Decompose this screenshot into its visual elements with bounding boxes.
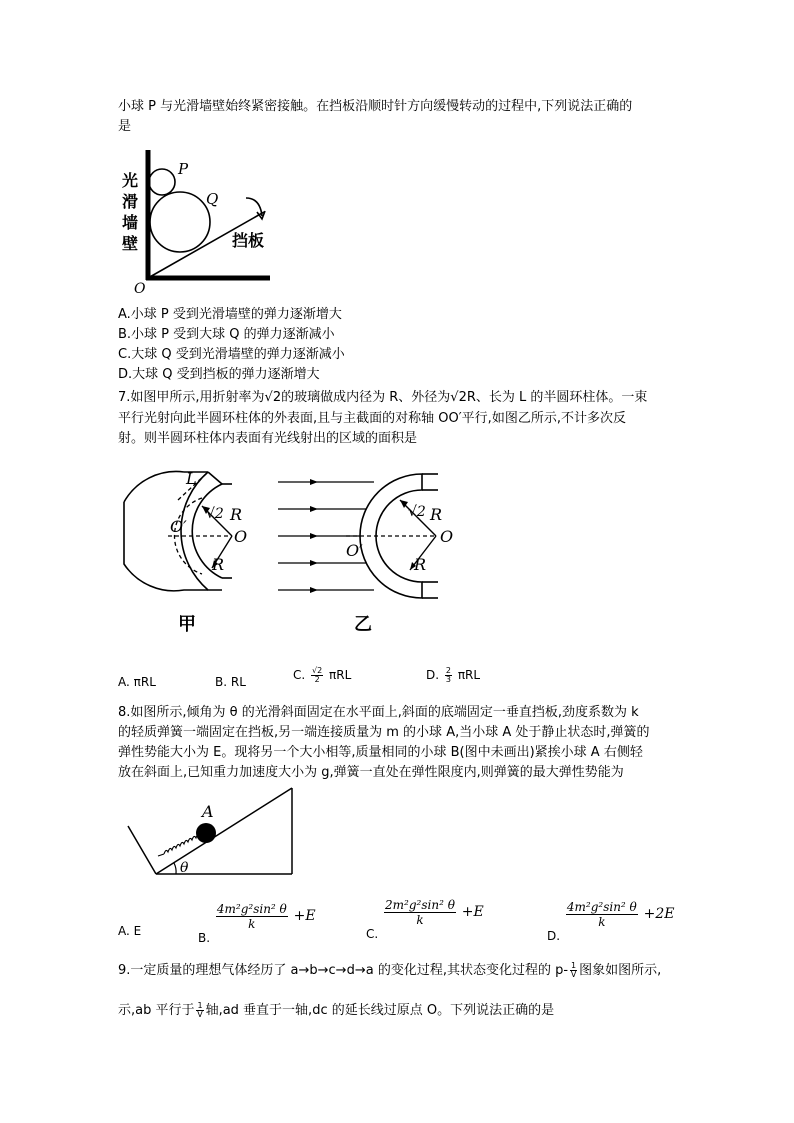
q7-left-label-R-bottom: R	[212, 555, 225, 574]
q9-line1-a: 9.一定质量的理想气体经历了 a→b→c→d→a 的变化过程,其状态变化过程的 p-	[118, 963, 569, 978]
q8-option-b-den: k	[248, 917, 256, 931]
q8-option-b-suffix: +E	[293, 908, 316, 924]
q7-figure-half-ring	[118, 460, 460, 640]
q6-figure-wall-balls	[118, 146, 278, 296]
q8-option-b	[198, 902, 316, 945]
q9-line1-b: 图象如图所示,	[579, 963, 662, 978]
q6-label-O: O	[134, 281, 146, 296]
q7-option-c-prefix: C.	[293, 668, 306, 682]
q8-option-c-den: k	[416, 913, 424, 927]
q6-wall-char-4: 壁	[122, 234, 139, 253]
q7-option-c-fraction	[311, 667, 323, 684]
q8-option-d-fraction	[566, 900, 638, 929]
q7-left-label-sqrt2: √2	[206, 506, 224, 522]
q7-right-label-R-top: R	[430, 505, 443, 524]
q9-line1	[118, 962, 661, 980]
q8-option-d-num: 4m²g²sin² θ	[566, 900, 637, 914]
q8-label-theta: θ	[180, 860, 189, 876]
q8-figure-incline	[118, 786, 298, 880]
q9-line2-frac-den: V	[197, 1010, 203, 1019]
q7-option-c-num: √2	[312, 666, 323, 675]
q7-line2: 平行光射向此半圆环柱体的外表面,且与主截面的对称轴 OO′平行,如图乙所示,不计多次反	[118, 411, 626, 426]
q9-line2	[118, 1002, 554, 1020]
q9-line2-frac-num: 1	[197, 1001, 203, 1010]
q8-option-c-suffix: +E	[461, 904, 484, 920]
q8-option-c	[366, 898, 484, 941]
q8-option-d	[547, 900, 674, 943]
q6-option-a: A.小球 P 受到光滑墙壁的弹力逐渐增大	[118, 307, 342, 322]
q7-option-d-suffix: πRL	[457, 668, 481, 682]
q8-option-a: A. E	[118, 924, 142, 938]
q7-option-a: A. πRL	[118, 675, 156, 689]
q8-line2: 的轻质弹簧一端固定在挡板,另一端连接质量为 m 的小球 A,当小球 A 处于静止状态时,弹簧的	[118, 725, 650, 740]
q7-option-c-den: 2	[314, 675, 320, 684]
q7-left-caption: 甲	[178, 614, 196, 635]
q9-line2-a: 示,ab 平行于	[118, 1003, 195, 1018]
q9-line2-fraction	[196, 1002, 203, 1019]
q7-sqrt2-second: √2	[450, 390, 467, 405]
q8-option-d-suffix: +2E	[643, 906, 675, 922]
q7-left-label-L: L	[186, 469, 197, 488]
q7-line1-c: R、长为 L 的半圆环柱体。一束	[466, 390, 648, 405]
q7-left-label-Oprime: O′	[170, 517, 187, 536]
q7-option-d-fraction	[445, 667, 452, 684]
q6-option-d: D.大球 Q 受到挡板的弹力逐渐增大	[118, 367, 320, 382]
q7-right-label-Oprime: O′	[346, 541, 363, 560]
q8-option-c-prefix: C.	[366, 927, 379, 941]
q6-label-P: P	[178, 160, 189, 178]
q9-line1-frac-num: 1	[571, 961, 577, 970]
q6-intro-line2: 是	[118, 119, 132, 134]
q6-board-label: 挡板	[232, 231, 265, 250]
q8-option-c-fraction	[384, 898, 456, 927]
q8-option-c-num: 2m²g²sin² θ	[385, 898, 455, 912]
q7-option-d-den: 3	[445, 675, 451, 684]
q7-right-label-O: O	[440, 527, 454, 546]
q9-line1-fraction	[570, 962, 577, 979]
q8-option-b-fraction	[216, 902, 288, 931]
q6-wall-char-2: 滑	[122, 192, 139, 211]
q7-line1-a: 7.如图甲所示,用折射率为	[118, 390, 265, 405]
q7-option-d-prefix: D.	[426, 668, 440, 682]
q8-line1: 8.如图所示,倾角为 θ 的光滑斜面固定在水平面上,斜面的底端固定一垂直挡板,劲度系数为 k	[118, 705, 639, 720]
q8-label-A: A	[202, 802, 214, 821]
q8-option-d-den: k	[598, 915, 606, 929]
q8-option-b-prefix: B.	[198, 931, 211, 945]
q7-line1-b: 的玻璃做成内径为 R、外径为	[281, 390, 451, 405]
q9-line2-b: 轴,ad 垂直于一轴,dc 的延长线过原点 O。下列说法正确的是	[205, 1003, 555, 1018]
q8-line3: 弹性势能大小为 E。现将另一个大小相等,质量相同的小球 B(图中未画出)紧挨小球 A 右侧轻	[118, 745, 643, 760]
q7-right-label-sqrt2: √2	[408, 504, 426, 520]
q7-option-c	[293, 667, 351, 684]
q6-wall-char-3: 墙	[122, 213, 139, 232]
q6-option-c: C.大球 Q 受到光滑墙壁的弹力逐渐减小	[118, 347, 345, 362]
q7-line1	[118, 389, 647, 407]
q6-label-Q: Q	[206, 190, 219, 208]
q7-option-b: B. RL	[215, 675, 246, 689]
q8-option-b-num: 4m²g²sin² θ	[216, 902, 287, 916]
q7-left-label-R-top: R	[230, 505, 243, 524]
q7-option-d-num: 2	[445, 666, 451, 675]
q6-intro-line1: 小球 P 与光滑墙壁始终紧密接触。在挡板沿顺时针方向缓慢转动的过程中,下列说法正确的	[118, 99, 633, 114]
q7-right-caption: 乙	[354, 614, 372, 635]
q6-wall-char-1: 光	[122, 171, 139, 190]
q8-line4: 放在斜面上,已知重力加速度大小为 g,弹簧一直处在弹性限度内,则弹簧的最大弹性势能为	[118, 765, 624, 780]
q7-right-label-R-bottom: R	[414, 555, 427, 574]
q7-option-d	[426, 667, 480, 684]
q9-line1-frac-den: V	[570, 970, 577, 979]
q8-option-d-prefix: D.	[547, 929, 561, 943]
q7-left-label-O: O	[234, 527, 248, 546]
q6-option-b: B.小球 P 受到大球 Q 的弹力逐渐减小	[118, 327, 335, 342]
q7-option-c-suffix: πRL	[329, 668, 352, 682]
q7-sqrt2-first: √2	[264, 390, 282, 405]
q7-line3: 射。则半圆环柱体内表面有光线射出的区域的面积是	[118, 431, 418, 446]
